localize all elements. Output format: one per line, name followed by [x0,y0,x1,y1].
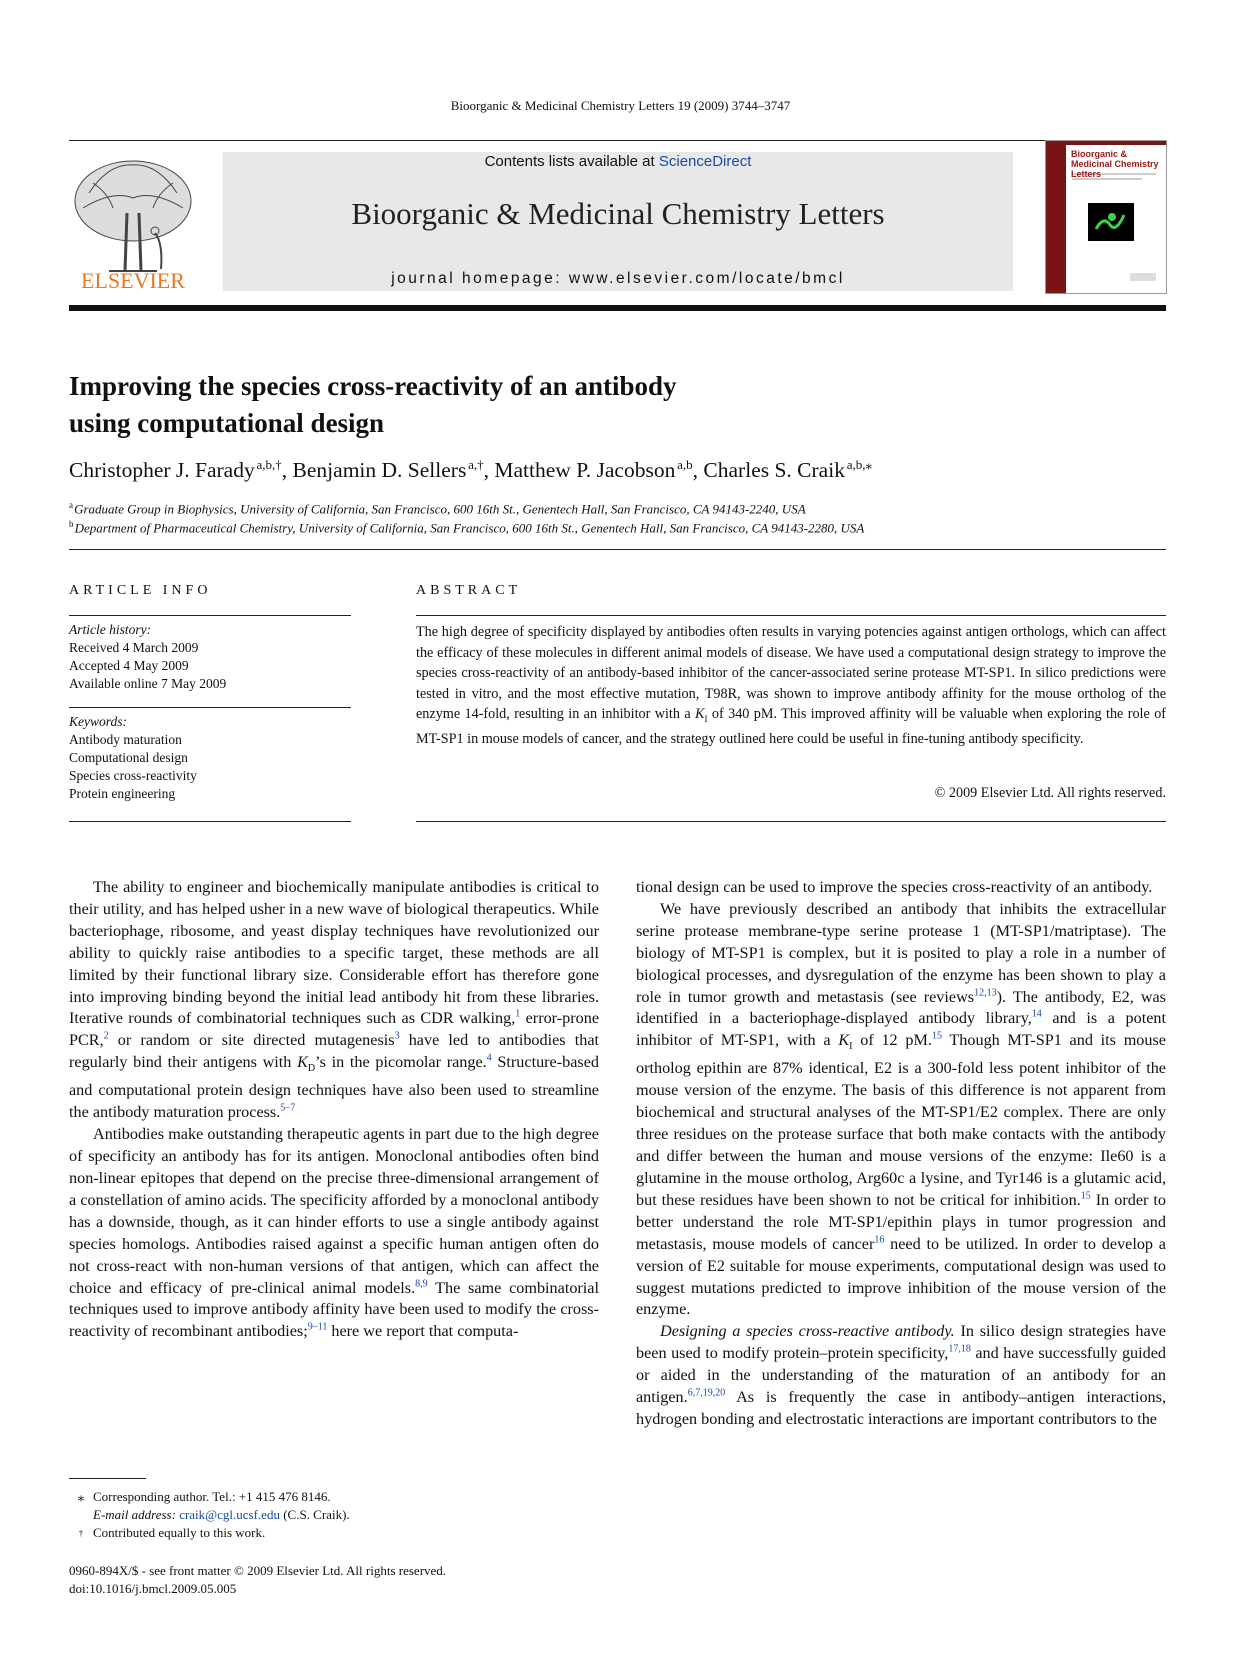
elsevier-logo [69,153,197,293]
affiliation-text: Department of Pharmaceutical Chemistry, University of California, San Francisco, 600 16th St., Genentech Hall, San Francisco, CA 94143-2280, USA [74,520,865,536]
abstract-heading: ABSTRACT [416,583,522,598]
author-name[interactable]: Christopher J. Farady [69,458,255,483]
body-column-left [69,877,599,1343]
author-separator: , [692,458,704,483]
elsevier-wordmark: ELSEVIER [81,268,185,293]
footnote-text: Corresponding author. Tel.: +1 415 476 8146. [93,1489,331,1504]
abstract-rule-bottom [416,821,1166,822]
keywords [69,713,351,803]
email-link[interactable]: craik@cgl.ucsf.edu [179,1507,280,1522]
reference-link[interactable]: 2 [103,1030,109,1042]
cover-title: Bioorganic & Medicinal Chemistry Letters [1071,149,1159,179]
email-label: E-mail address: [93,1507,180,1522]
author-name[interactable]: Benjamin D. Sellers [292,458,467,483]
reference-link[interactable]: 5–7 [280,1102,296,1114]
paragraph: Antibodies make outstanding therapeutic agents in part due to the high degree of specificity an antibody has for its antigen. Monoclonal antibodies often bind non-linear epitopes that depend on the precise three-dimensional arrangement of a constellation of amino acids. The specificity afforded by a monoclonal antibody has a downside, though, as it can hinder efforts to use a single antibody against species homologs. Antibodies raised against a specific human antigen often do not cross-react with non-human versions of that antigen, which can affect the choice and efficacy of pre-clinical animal models.$^{8,9}$ The same combinatorial techniques used to improve antibody affinity have been used to modify the cross-reactivity of recombinant antibodies;$^{9-11}$ here we report that computa- [69,1125,599,1341]
contents-line [223,153,1013,170]
author-name[interactable]: Charles S. Craik [703,458,845,483]
author-affil-mark: a,† [468,457,484,472]
keyword-item: Species cross-reactivity [69,768,197,783]
footnote-corresponding [69,1488,599,1506]
author-affil-mark: a,b,† [256,457,282,472]
author-affil-mark: a,b,⁎ [846,457,873,472]
sciencedirect-link[interactable]: ScienceDirect [658,153,752,170]
history-label: Article history: [69,622,152,637]
reference-link[interactable]: 6,7,19,20 [687,1387,726,1399]
abstract-text [416,622,1166,750]
footnote-rule [69,1478,146,1479]
journal-homepage[interactable]: journal homepage: www.elsevier.com/locate/bmcl [391,270,845,287]
keyword-item: Protein engineering [69,786,176,801]
info-rule-bottom [69,821,351,822]
article-title [69,368,969,442]
info-rule-top [69,615,351,616]
keywords-label: Keywords: [69,714,127,729]
section-run-in-heading: Designing a species cross-reactive antibody. [660,1322,955,1341]
reference-link[interactable]: 3 [394,1030,400,1042]
affiliation-mark: b [69,519,74,529]
title-line-2: using computational design [69,408,385,438]
abstract-copyright: © 2009 Elsevier Ltd. All rights reserved. [934,785,1166,801]
abstract-rule-top [416,615,1166,616]
journal-cover-thumbnail [1045,140,1167,294]
elsevier-tree-icon [69,153,197,293]
footnote-email [93,1506,623,1524]
info-rule-mid [69,707,351,708]
reference-link[interactable]: 15 [931,1030,942,1042]
reference-link[interactable]: 8,9 [415,1278,428,1290]
author-list [69,457,1166,483]
doi-line[interactable]: doi:10.1016/j.bmcl.2009.05.005 [69,1581,237,1596]
history-accepted: Accepted 4 May 2009 [69,658,189,673]
author-separator: , [281,458,293,483]
reference-link[interactable]: 14 [1031,1009,1042,1021]
body-column-right [636,877,1166,1431]
keyword-item: Computational design [69,750,188,765]
reference-link[interactable]: 17,18 [948,1343,971,1355]
abstract-part: The high degree of specificity displayed by antibodies often results in varying potencies against antigen orthologs, which can affect the efficacy of these molecules in different animal models of disease. We have used a computational design strategy to improve the species cross-reactivity of an antibody-based inhibitor of the cancer-associated serine protease MT-SP1. In silico predictions were tested in vitro, and the most effective mutation, T98R, was shown to improve antibody affinity for the mouse ortholog of the enzyme 14-fold, resulting in an inhibitor with a [416,624,1166,722]
ki-subscript: I [704,713,708,724]
reference-link[interactable]: 16 [874,1234,885,1246]
header-thick-rule [69,305,1166,311]
keyword-item: Antibody maturation [69,732,182,747]
reference-link[interactable]: 1 [515,1009,521,1021]
affiliation-mark: a [69,500,73,510]
issn-line: 0960-894X/$ - see front matter © 2009 Elsevier Ltd. All rights reserved. [69,1563,447,1578]
paragraph: We have previously described an antibody that inhibits the extracellular serine protease membrane-type serine protease 1 (MT-SP1/matriptase). The biology of MT-SP1 is complex, but it is posited to play a role in a number of biological processes, and dysregulation of the enzyme has been shown to play a role in tumor growth and metastasis (see reviews$^{12,13}$). The antibody, E2, was identified in a bacteriophage-displayed antibody library,$^{14}$ and is a potent inhibitor of MT-SP1, with a $K_I$ of 12 pM.$^{15}$ Though MT-SP1 and its mouse ortholog epithin are 87% identical, E2 is a 300-fold less potent inhibitor of the mouse version of the enzyme. The basis of this difference is not apparent from biochemical and structural analyses of the MT-SP1/E2 complex. There are only three residues on the protease surface that both make contacts with the antibody and differ between the human and mouse versions of the enzyme: Ile60 is a glutamine in the mouse ortholog, Arg60c a lysine, and Tyr146 is a glutamic acid, but these residues have been shown to not be critical for inhibition.$^{15}$ In order to better understand the role MT-SP1/epithin plays in tumor progression and metastasis, mouse models of cancer$^{16}$ need to be utilized. In order to develop a version of E2 suitable for mouse experiments, computational design was used to suggest mutations predicted to improve inhibition of the mouse version of the enzyme. [636,899,1166,1319]
ki-symbol: K [695,706,705,722]
journal-title: Bioorganic & Medicinal Chemistry Letters [351,196,885,231]
article-info-heading: ARTICLE INFO [69,583,212,598]
footnote-mark: ⁎ [77,1489,85,1504]
footnote-mark: † [78,1528,84,1538]
author-separator: , [483,458,495,483]
abstract-part: of 340 pM. This improved affinity will be valuable when exploring the role of MT-SP1 in mouse models of cancer, and the strategy outlined here could be useful in fine-tuning antibody specificity. [416,706,1167,748]
paragraph: The ability to engineer and biochemically manipulate antibodies is critical to their utility, and has helped usher in a new wave of biological therapeutics. While bacteriophage, ribosome, and yeast display techniques have revolutionized our ability to quickly raise antibodies to a specific target, these methods are all limited by their functional library size. Considerable effort has therefore gone into improving binding beyond the initial lead antibody hit from these libraries. Iterative rounds of combinatorial techniques such as CDR walking,$^1$ error-prone PCR,$^2$ or random or site directed mutagenesis$^3$ have led to antibodies that regularly bind their antigens with $K_D’s$ in the picomolar range.$^4$ Structure-based and computational protein design techniques have also been used to streamline the antibody maturation process.$^{5-7}$ [69,878,600,1122]
paragraph: Designing a species cross-reactive antibody. In silico design strategies have been used to modify protein–protein specificity,$^{17,18}$ and have successfully guided or aided in the understanding of the maturation of an antibody for an antigen.$^{6,7,19,20}$ As is frequently the case in antibody–antigen interactions, hydrogen bonding and electrostatic interactions are important contributors to the [636,1322,1167,1428]
affiliation-a [69,500,1166,517]
author-name[interactable]: Matthew P. Jacobson [494,458,676,483]
running-head: Bioorganic & Medicinal Chemistry Letters 19 (2009) 3744–3747 [450,98,791,113]
reference-link[interactable]: 12,13 [974,987,997,999]
affiliation-b [69,519,1166,536]
article-history [69,621,351,693]
footnote-text: Contributed equally to this work. [93,1525,266,1540]
reference-link[interactable]: 15 [1080,1190,1091,1202]
contents-prefix: Contents lists available at [484,153,659,170]
reference-link[interactable]: 4 [486,1052,492,1064]
header-rule [69,140,1051,141]
affiliation-text: Graduate Group in Biophysics, University of California, San Francisco, 600 16th St., Genentech Hall, San Francisco, CA 94143-2240, USA [74,501,806,517]
author-affil-mark: a,b [677,457,693,472]
front-matter-rule [69,549,1166,550]
footnote-equal [69,1524,599,1542]
paragraph: tional design can be used to improve the species cross-reactivity of an antibody. [636,878,1153,896]
title-line-1: Improving the species cross-reactivity of an antibody [69,371,677,401]
history-received: Received 4 March 2009 [69,640,199,655]
email-suffix: (C.S. Craik). [279,1507,350,1522]
history-online: Available online 7 May 2009 [69,676,227,691]
reference-link[interactable]: 9–11 [307,1321,328,1333]
